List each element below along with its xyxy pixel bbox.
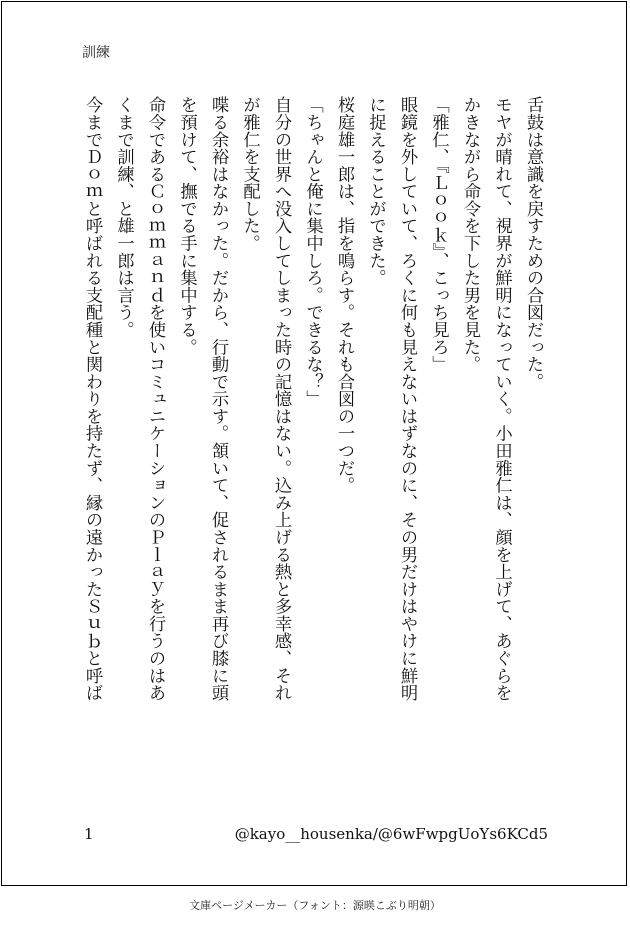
text-line: 舌鼓は意識を戻すための合図だった。 [523, 96, 543, 390]
text-line: 命令であるＣｏｍｍａｎｄを使いコミュニケーションのＰｌａｙを行うのはあ [145, 96, 165, 702]
text-line: 「ちゃんと俺に集中しろ。できるな？」 [302, 96, 323, 408]
text-line: が雅仁を支配した。 [239, 96, 260, 252]
text-line: モヤが晴れて、視界が鮮明になっていく。小田雅仁は、顔を上げて、あぐらを [491, 96, 512, 702]
text-line: 自分の世界へ没入してしまった時の記憶はない。込み上げる熱と多幸感、それ [271, 96, 291, 702]
text-line: くまで訓練、と雄一郎は言う。 [113, 96, 134, 339]
text-line: 桜庭雄一郎は、指を鳴らす。それも合図の一つだ。 [334, 96, 354, 494]
text-body [76, 96, 549, 788]
text-line: を預けて、撫でる手に集中する。 [176, 96, 197, 356]
author-credit: @kayo__housenka/@6wFwpgUoYs6KCd5 [234, 825, 548, 843]
text-line: に捉えることができた。 [365, 96, 386, 287]
text-line: かきながら命令を下した男を見た。 [460, 96, 480, 373]
text-line: 今までＤｏｍと呼ばれる支配種と関わりを持たず、縁の遠かったＳｕｂと呼ば [82, 96, 102, 702]
page-number: 1 [84, 825, 94, 843]
chapter-title: 訓練 [82, 45, 110, 61]
text-line: 喋る余裕はなかった。だから、行動で示す。頷いて、促されるまま再び膝に頭 [208, 96, 228, 702]
text-line: 眼鏡を外していて、ろくに何も見えないはずなのに、その男だけはやけに鮮明 [397, 96, 417, 702]
text-line: 「雅仁、『Ｌｏｏｋ』、こっち見ろ」 [428, 96, 449, 373]
footer-caption: 文庫ページメーカー（フォント：源暎こぶり明朝） [189, 899, 441, 912]
